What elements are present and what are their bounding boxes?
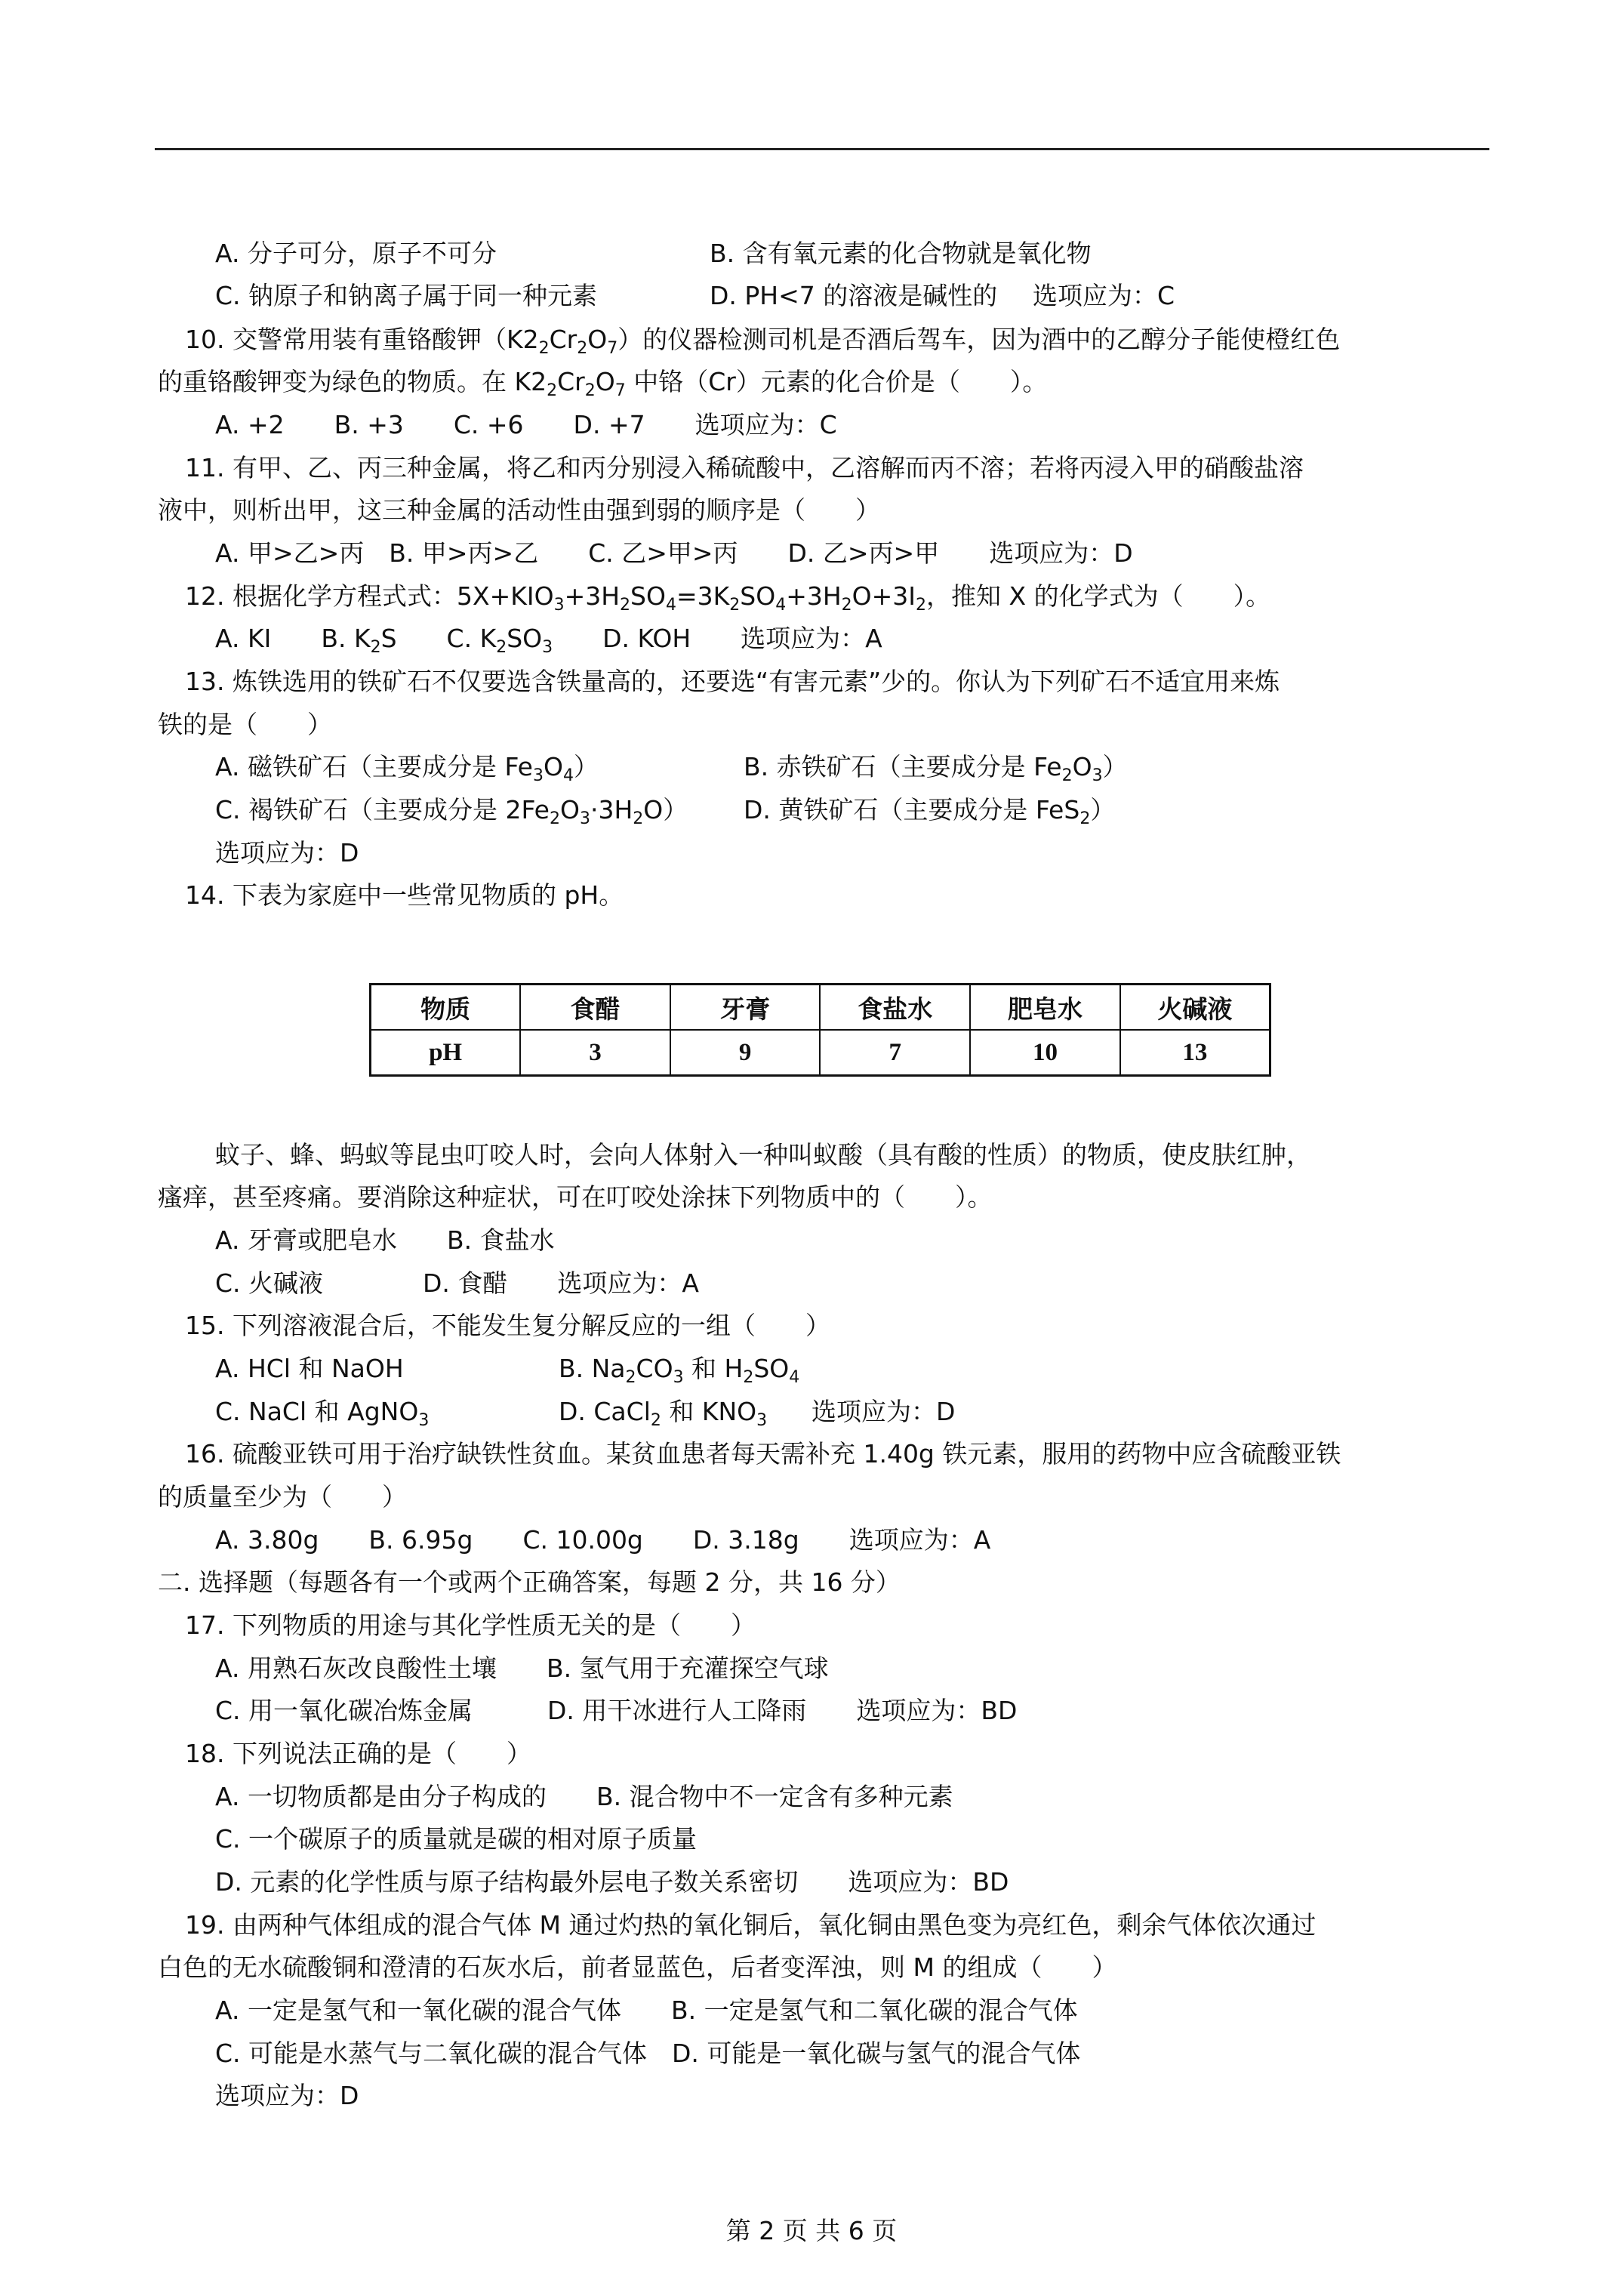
q14-text-line-2: 瘙痒，甚至疼痛。要消除这种症状，可在叮咬处涂抹下列物质中的（ ）。 [158, 1182, 993, 1212]
q11-line-2: 液中，则析出甲，这三种金属的活动性由强到弱的顺序是（ ） [158, 495, 880, 525]
q11-line-1: 11. 有甲、乙、丙三种金属，将乙和丙分别浸入稀硫酸中，乙溶解而丙不溶；若将丙浸入甲的硝酸盐溶 [185, 453, 1304, 482]
q13-answer: 选项应为：D [215, 838, 359, 868]
q9-option-d: D. PH<7 的溶液是碱性的 [710, 281, 998, 310]
q18-option-c: C. 一个碳原子的质量就是碳的相对原子质量 [215, 1824, 698, 1854]
q12-line-1: 12. 根据化学方程式式：$5X+KIO_3+3H_2SO_4=3K_2SO_4+3H_2O+3I_2$，推知 X 的化学式为（ ）。 [185, 581, 1271, 615]
q12-options: A. KI B. $K_2S$ C. $K_2SO_3$ D. KOH 选项应为：A [215, 624, 882, 657]
q15-option-d: D. CaCl$_2$ 和 $KNO_3$ [559, 1397, 768, 1430]
q19-answer: 选项应为：D [215, 2081, 359, 2110]
q16-options: A. 3.80g B. 6.95g C. 10.00g D. 3.18g 选项应为：A [215, 1525, 991, 1555]
header-rule [155, 148, 1489, 150]
q18-line-1: 18. 下列说法正确的是（ ） [185, 1739, 531, 1768]
q15-option-a: A. HCl 和 NaOH [215, 1354, 404, 1383]
ph-table-cell: 13 [1120, 1030, 1270, 1076]
q15-option-b: B. $Na_2CO_3$ 和 $H_2SO_4$ [559, 1354, 800, 1387]
q19-options-cd: C. 可能是水蒸气与二氧化碳的混合气体 D. 可能是一氧化碳与氢气的混合气体 [215, 2039, 1081, 2068]
q15-option-c: C. NaCl 和 AgNO$_3$ [215, 1397, 430, 1430]
ph-table-header-cell: 肥皂水 [970, 985, 1120, 1031]
q13-option-b: B. 赤铁矿石（主要成分是 $Fe_2O_3$） [744, 752, 1128, 785]
q9-option-b: B. 含有氧元素的化合物就是氧化物 [710, 239, 1092, 268]
q13-line-1: 13. 炼铁选用的铁矿石不仅要选含铁量高的，还要选“有害元素”少的。你认为下列矿石不适宜用来炼 [185, 667, 1280, 696]
q19-line-2: 白色的无水硫酸铜和澄清的石灰水后，前者显蓝色，后者变浑浊，则 M 的组成（ ） [158, 1952, 1117, 1982]
q9-option-a: A. 分子可分，原子不可分 [215, 239, 497, 268]
ph-table-cell: pH [371, 1030, 521, 1076]
q15-answer: 选项应为：D [812, 1397, 956, 1426]
q13-option-c: C. 褐铁矿石（主要成分是 $2Fe_2O_3\cdot 3H_2O$） [215, 795, 688, 828]
ph-table-cell: 9 [670, 1030, 821, 1076]
q14-options-ab: A. 牙膏或肥皂水 B. 食盐水 [215, 1225, 555, 1255]
q16-line-1: 16. 硫酸亚铁可用于治疗缺铁性贫血。某贫血患者每天需补充 1.40g 铁元素，服用的药物中应含硫酸亚铁 [185, 1439, 1341, 1469]
q10-options: A. +2 B. +3 C. +6 D. +7 选项应为：C [215, 410, 837, 439]
ph-table-header-cell: 火碱液 [1120, 985, 1270, 1031]
q10-line-2: 的重铬酸钾变为绿色的物质。在 $K2_2Cr_2O_7$ 中铬（Cr）元素的化合价是（ ）。 [158, 367, 1048, 400]
q14-options-cd: C. 火碱液 D. 食醋 选项应为：A [215, 1268, 699, 1298]
q17-options-ab: A. 用熟石灰改良酸性土壤 B. 氢气用于充灌探空气球 [215, 1653, 829, 1683]
q19-line-1: 19. 由两种气体组成的混合气体 M 通过灼热的氧化铜后，氧化铜由黑色变为亮红色，剩余气体依次通过 [185, 1910, 1317, 1940]
q13-option-d: D. 黄铁矿石（主要成分是 FeS$_2$） [744, 795, 1116, 828]
q14-intro: 14. 下表为家庭中一些常见物质的 pH。 [185, 880, 624, 910]
page-footer: 第 2 页 共 6 页 [725, 2216, 898, 2245]
q9-option-c: C. 钠原子和钠离子属于同一种元素 [215, 281, 598, 310]
q18-options-ab: A. 一切物质都是由分子构成的 B. 混合物中不一定含有多种元素 [215, 1782, 953, 1811]
ph-table-header-cell: 牙膏 [670, 985, 821, 1031]
ph-table-value-row [371, 1030, 1270, 1076]
ph-table-header-cell: 食醋 [520, 985, 670, 1031]
ph-table-header-cell: 食盐水 [820, 985, 970, 1031]
q14-text-line-1: 蚊子、蜂、蚂蚁等昆虫叮咬人时，会向人体射入一种叫蚁酸（具有酸的性质）的物质，使皮肤红肿， [215, 1140, 1311, 1170]
q19-options-ab: A. 一定是氢气和一氧化碳的混合气体 B. 一定是氢气和二氧化碳的混合气体 [215, 1996, 1078, 2025]
q16-line-2: 的质量至少为（ ） [158, 1482, 407, 1512]
q17-options-cd: C. 用一氧化碳冶炼金属 D. 用干冰进行人工降雨 选项应为：BD [215, 1696, 1018, 1725]
ph-table-header-row [371, 985, 1270, 1031]
ph-table-cell: 3 [520, 1030, 670, 1076]
ph-table-cell: 10 [970, 1030, 1120, 1076]
q15-line-1: 15. 下列溶液混合后，不能发生复分解反应的一组（ ） [185, 1311, 830, 1340]
q17-line-1: 17. 下列物质的用途与其化学性质无关的是（ ） [185, 1610, 756, 1640]
ph-table [369, 983, 1271, 1077]
ph-table-cell: 7 [820, 1030, 970, 1076]
q13-option-a: A. 磁铁矿石（主要成分是 $Fe_3O_4$） [215, 752, 599, 785]
q18-option-d: D. 元素的化学性质与原子结构最外层电子数关系密切 选项应为：BD [215, 1867, 1009, 1897]
ph-table-header-cell: 物质 [371, 985, 521, 1031]
q13-line-2: 铁的是（ ） [158, 710, 332, 739]
q11-options: A. 甲>乙>丙 B. 甲>丙>乙 C. 乙>甲>丙 D. 乙>丙>甲 选项应为：D [215, 538, 1133, 568]
q10-line-1: 10. 交警常用装有重铬酸钾$(K2_2Cr_2O_7)$的仪器检测司机是否酒后驾车，因为酒中的乙醇分子能使橙红色 [185, 325, 1341, 358]
section-2-heading: 二. 选择题（每题各有一个或两个正确答案，每题 2 分，共 16 分） [158, 1567, 901, 1597]
q9-answer: 选项应为：C [1033, 281, 1175, 310]
